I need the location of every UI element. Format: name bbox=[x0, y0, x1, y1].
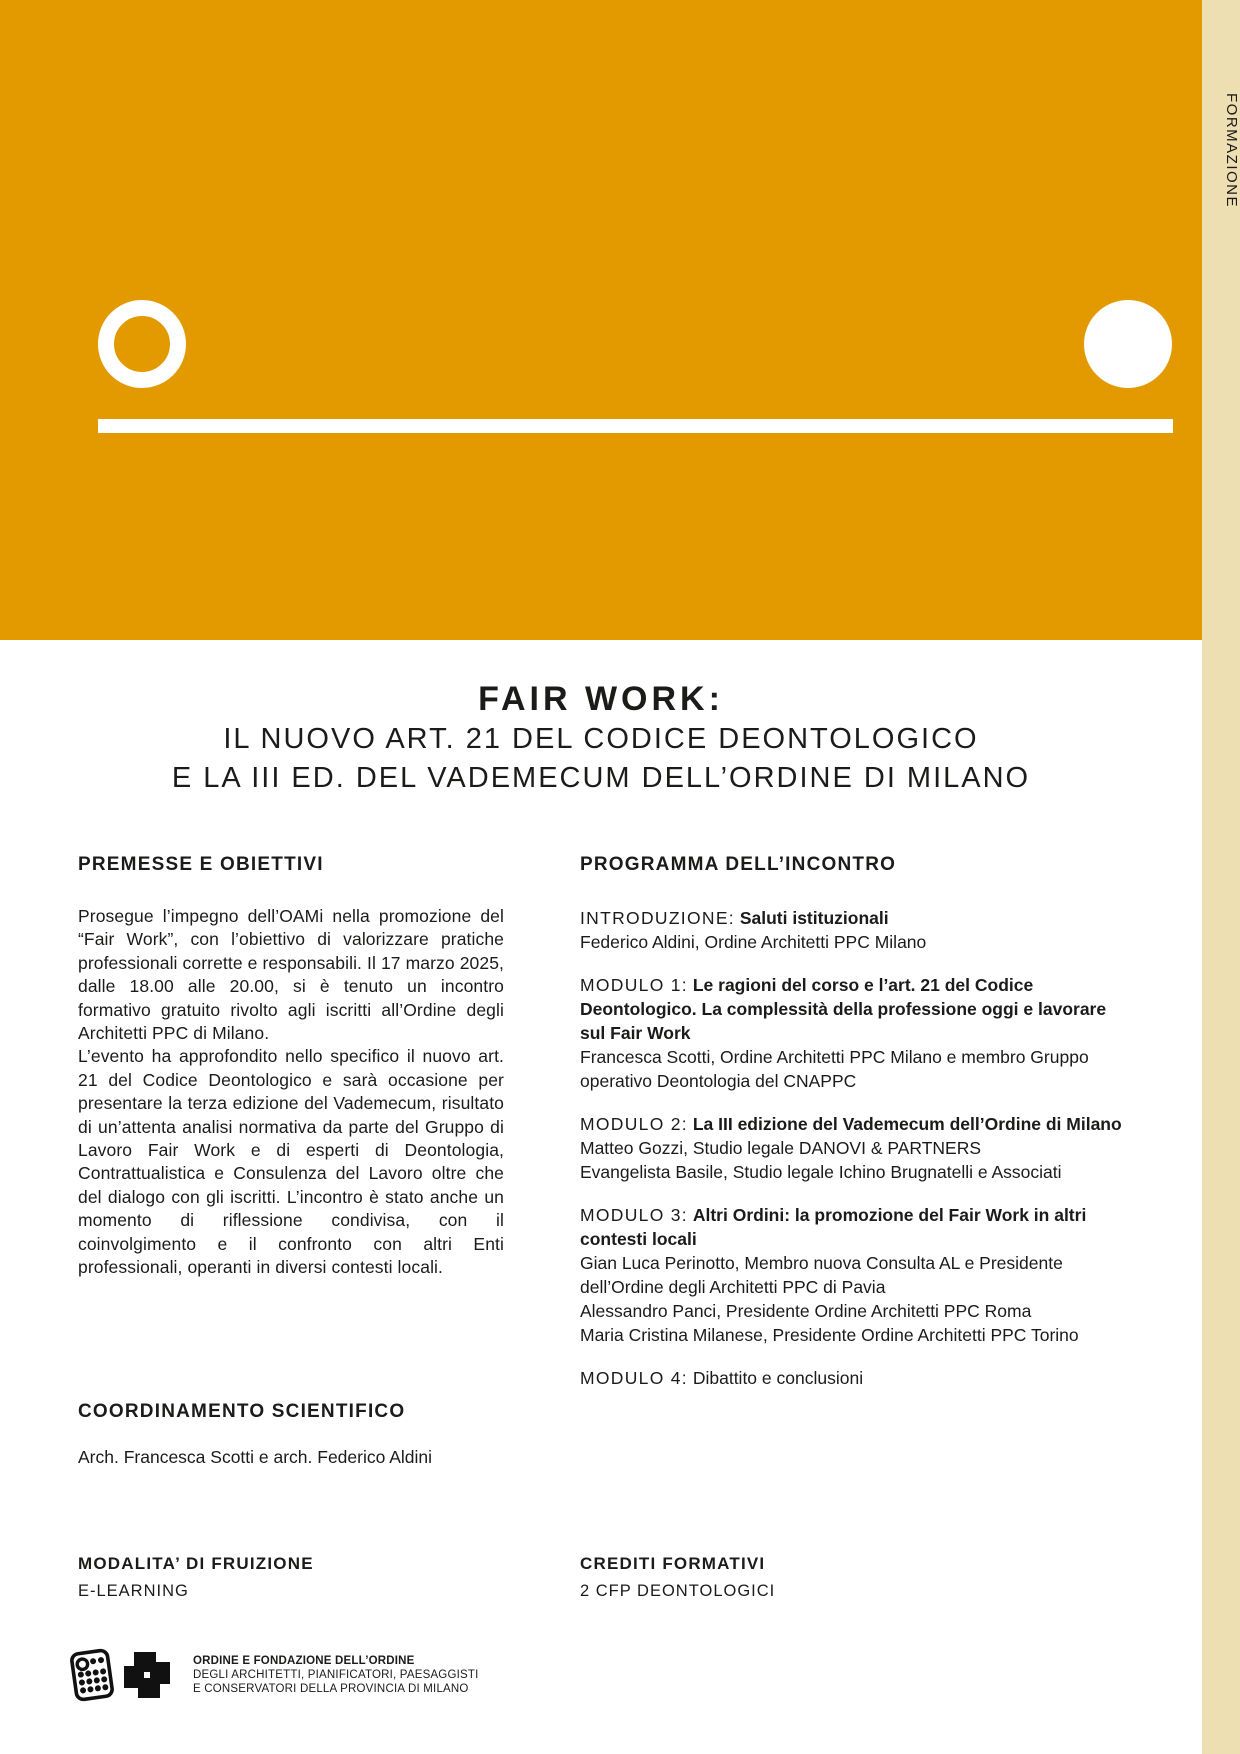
program-block-modulo-2 bbox=[580, 1112, 1136, 1184]
programma-heading: PROGRAMMA DELL’INCONTRO bbox=[580, 854, 897, 875]
fruizione-heading: MODALITA’ DI FRUIZIONE bbox=[78, 1554, 314, 1573]
fondazione-dots-logo-icon bbox=[68, 1648, 116, 1702]
program-block-modulo-1 bbox=[580, 973, 1136, 1093]
fruizione-value: E-LEARNING bbox=[78, 1582, 189, 1600]
top-banner bbox=[0, 0, 1202, 640]
crediti-value: 2 CFP DEONTOLOGICI bbox=[580, 1582, 776, 1600]
crediti-section bbox=[580, 1553, 1000, 1602]
speaker-line: Gian Luca Perinotto, Membro nuova Consulta AL e Presidente dell’Ordine degli Architetti PPC di Pavia bbox=[580, 1253, 1063, 1297]
premesse-body bbox=[78, 905, 504, 1280]
block-title: Saluti istituzionali bbox=[739, 908, 889, 928]
block-title: La III edizione del Vademecum dell’Ordine di Milano bbox=[692, 1114, 1122, 1134]
speaker-line: Federico Aldini, Ordine Architetti PPC Milano bbox=[580, 932, 927, 952]
program-block-modulo-3 bbox=[580, 1203, 1136, 1347]
block-title: Le ragioni del corso e l’art. 21 del Codice Deontologico. La complessità della professione oggi e lavorare sul Fair Work bbox=[580, 975, 1107, 1043]
premesse-paragraph-1: Prosegue l’impegno dell’OAMi nella promozione del “Fair Work”, con l’obiettivo di valorizzare pratiche professionali corrette e responsabili. Il 17 marzo 2025, dalle 18.00 alle 20.00, si è tenuto un incontro formativo gratuito rivolto agli iscritti all’Ordine degli Architetti PPC di Milano. bbox=[78, 906, 504, 1044]
coordinamento-names: Arch. Francesca Scotti e arch. Federico Aldini bbox=[78, 1447, 433, 1467]
banner-divider-bar bbox=[98, 419, 1173, 433]
speaker-line: Maria Cristina Milanese, Presidente Ordine Architetti PPC Torino bbox=[580, 1325, 1079, 1345]
ring-circle-graphic bbox=[98, 300, 186, 388]
page-subtitle-line2: E LA III ED. DEL VADEMECUM DELL’ORDINE DI MILANO bbox=[171, 762, 1031, 794]
programma-section bbox=[580, 853, 1136, 1409]
title-block bbox=[0, 678, 1202, 798]
program-block-modulo-4 bbox=[580, 1366, 1136, 1390]
section-tab-formazione: FORMAZIONE bbox=[1223, 92, 1240, 208]
premesse-section bbox=[78, 853, 504, 1280]
ordine-corner-brackets-logo-icon bbox=[124, 1652, 170, 1698]
org-line-2: DEGLI ARCHITETTI, PIANIFICATORI, PAESAGGISTI bbox=[193, 1668, 479, 1681]
speaker-line: Evangelista Basile, Studio legale Ichino Brugnatelli e Associati bbox=[580, 1162, 1062, 1182]
side-strip bbox=[1202, 0, 1240, 1754]
block-label: MODULO 3: bbox=[580, 1205, 688, 1225]
block-label: INTRODUZIONE: bbox=[580, 908, 735, 928]
speaker-line: Francesca Scotti, Ordine Architetti PPC Milano e membro Gruppo operativo Deontologia del CNAPPC bbox=[580, 1047, 1089, 1091]
org-line-3: E CONSERVATORI DELLA PROVINCIA DI MILANO bbox=[193, 1682, 469, 1695]
block-title: Altri Ordini: la promozione del Fair Work in altri contesti locali bbox=[580, 1205, 1087, 1249]
block-label: MODULO 2: bbox=[580, 1114, 688, 1134]
block-title: Dibattito e conclusioni bbox=[692, 1368, 864, 1388]
filled-circle-graphic bbox=[1084, 300, 1172, 388]
premesse-heading: PREMESSE E OBIETTIVI bbox=[78, 854, 324, 875]
program-block-introduzione bbox=[580, 906, 1136, 954]
coordinamento-heading: COORDINAMENTO SCIENTIFICO bbox=[78, 1401, 406, 1422]
coordinamento-section bbox=[78, 1400, 678, 1469]
page-subtitle-line1: IL NUOVO ART. 21 DEL CODICE DEONTOLOGICO bbox=[223, 723, 979, 755]
block-label: MODULO 1: bbox=[580, 975, 688, 995]
fruizione-section bbox=[78, 1553, 498, 1602]
crediti-heading: CREDITI FORMATIVI bbox=[580, 1554, 766, 1573]
premesse-paragraph-2: L’evento ha approfondito nello specifico il nuovo art. 21 del Codice Deontologico e sarà occasione per presentare la terza edizione del Vademecum, risultato di un’attenta analisi normativa da parte del Gruppo di Lavoro Fair Work e di esperti di Deontologia, Contrattualistica e Consulenza del Lavoro oltre che del dialogo con gli iscritti. L’incontro è stato anche un momento di riflessione condivisa, con il coinvolgimento e il confronto con altri Enti professionali, operanti in diversi contesti locali. bbox=[78, 1046, 504, 1278]
speaker-line: Matteo Gozzi, Studio legale DANOVI & PARTNERS bbox=[580, 1138, 982, 1158]
page-title: FAIR WORK: bbox=[478, 680, 724, 718]
org-line-1: ORDINE E FONDAZIONE DELL’ORDINE bbox=[193, 1655, 415, 1667]
block-label: MODULO 4: bbox=[580, 1368, 688, 1388]
speaker-line: Alessandro Panci, Presidente Ordine Architetti PPC Roma bbox=[580, 1301, 1032, 1321]
footer-org-text bbox=[193, 1655, 613, 1696]
